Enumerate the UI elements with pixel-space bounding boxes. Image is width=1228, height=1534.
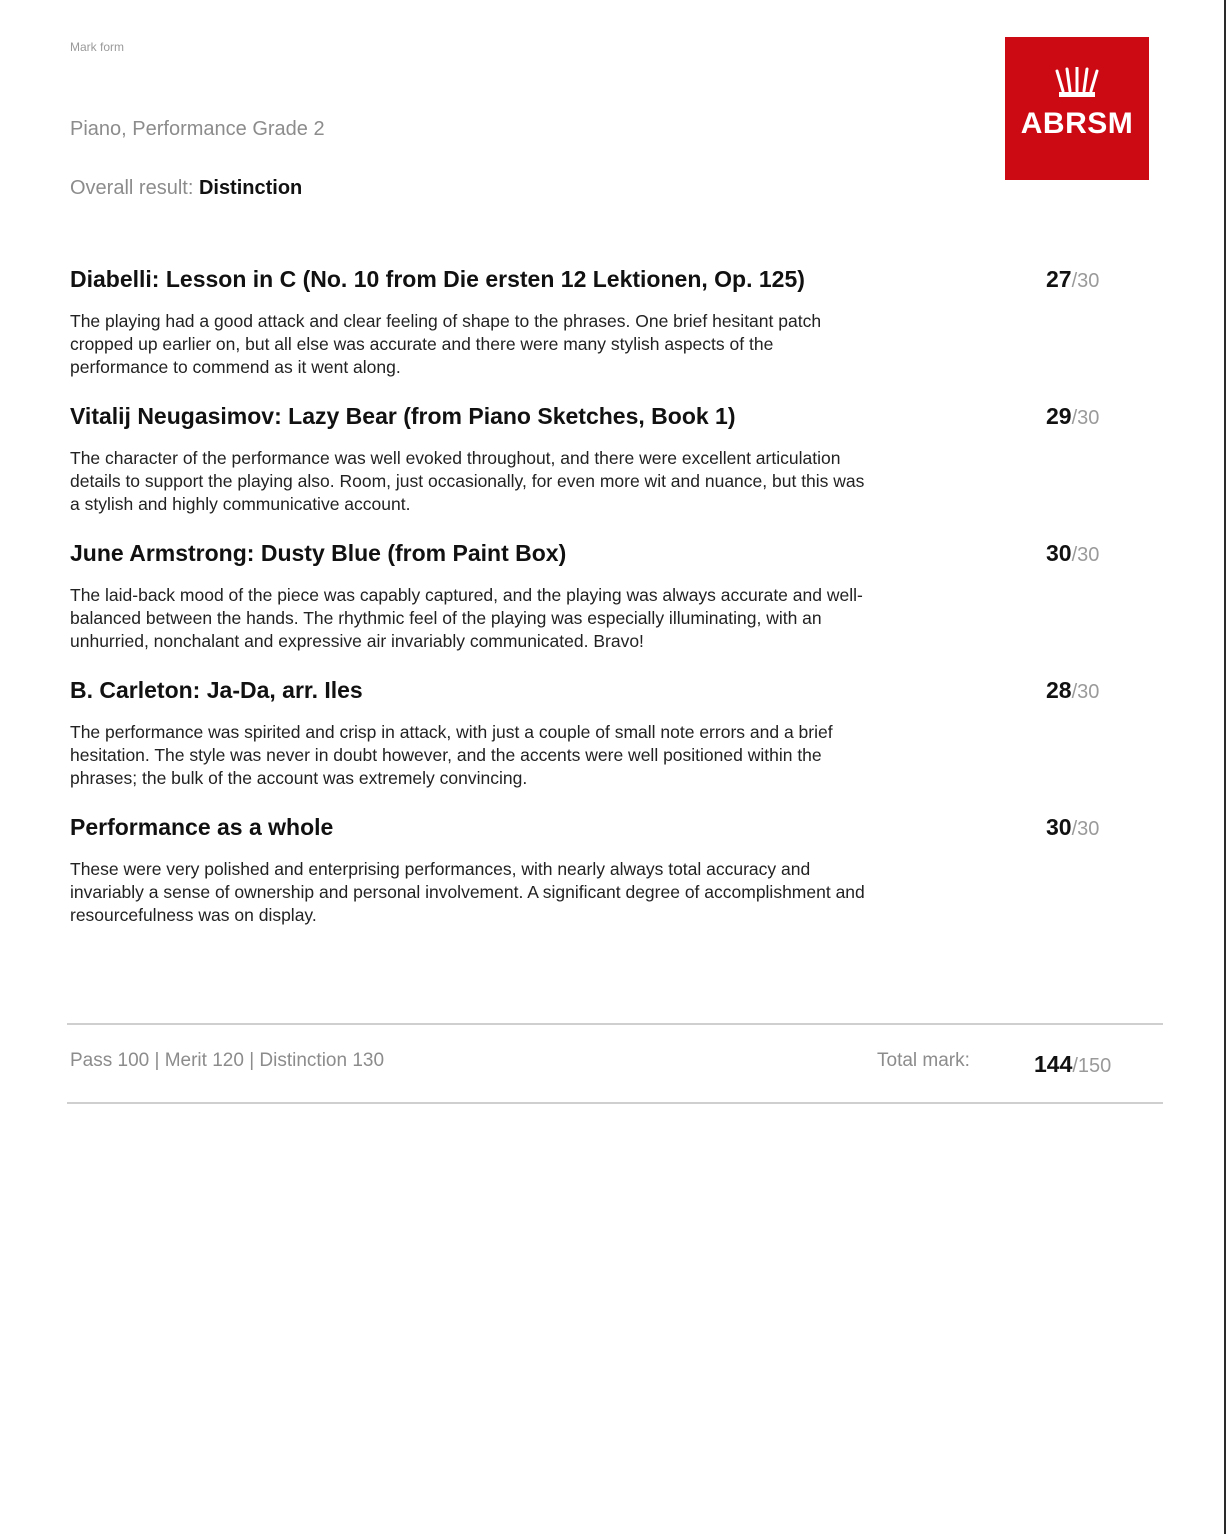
exam-title: Piano, Performance Grade 2 xyxy=(70,118,325,140)
piece-comment: These were very polished and enterprising performances, with nearly always total accuracy and invariably a sense of ownership and personal involvement. A significant degree of accomplishment and resourcefulness was on display. xyxy=(70,859,865,925)
piece-comment: The laid-back mood of the piece was capably captured, and the playing was always accurate and well-balanced between the hands. The rhythmic feel of the playing was especially illuminating, with an unhurried, nonchalant and expressive air invariably communicated. Bravo! xyxy=(70,585,863,651)
divider-bottom xyxy=(67,1102,1163,1104)
divider-top xyxy=(67,1023,1163,1025)
piece-score: 27 xyxy=(1046,266,1072,292)
overall-result-label: Overall result: xyxy=(70,177,194,199)
total-max: /150 xyxy=(1072,1055,1112,1077)
grade-thresholds: Pass 100 | Merit 120 | Distinction 130 xyxy=(70,1050,385,1071)
pieces-list xyxy=(70,264,1110,949)
piece-max: /30 xyxy=(1071,407,1100,429)
piece-score: 28 xyxy=(1046,677,1072,703)
piece-title: Performance as a whole xyxy=(70,814,334,840)
crown-icon xyxy=(1053,67,1101,101)
piece-max: /30 xyxy=(1071,270,1100,292)
piece-comment: The playing had a good attack and clear feeling of shape to the phrases. One brief hesitant patch cropped up earlier on, but all else was accurate and there were many stylish aspects of the performance to commend as it went along. xyxy=(70,311,822,377)
piece-title: June Armstrong: Dusty Blue (from Paint Box) xyxy=(70,540,567,566)
piece-mark xyxy=(1046,814,1099,841)
piece-item xyxy=(70,538,1110,653)
piece-max: /30 xyxy=(1071,818,1100,840)
piece-max: /30 xyxy=(1071,544,1100,566)
piece-score: 30 xyxy=(1046,814,1072,840)
page-right-border xyxy=(1224,0,1226,1534)
piece-mark xyxy=(1046,266,1099,293)
piece-item xyxy=(70,264,1110,379)
abrsm-logo xyxy=(1005,37,1149,180)
piece-mark xyxy=(1046,540,1099,567)
piece-title: Vitalij Neugasimov: Lazy Bear (from Piano Sketches, Book 1) xyxy=(70,403,736,429)
piece-score: 30 xyxy=(1046,540,1072,566)
total-score: 144 xyxy=(1034,1051,1073,1077)
piece-title: Diabelli: Lesson in C (No. 10 from Die ersten 12 Lektionen, Op. 125) xyxy=(70,266,805,292)
piece-item xyxy=(70,812,1110,927)
overall-result-value: Distinction xyxy=(198,177,303,199)
piece-mark xyxy=(1046,677,1099,704)
overall-result xyxy=(70,177,302,200)
total-mark-label: Total mark: xyxy=(877,1050,970,1071)
piece-comment: The performance was spirited and crisp in attack, with just a couple of small note errors and a brief hesitation. The style was never in doubt however, and the accents were well positioned within the phrases; the bulk of the account was extremely convincing. xyxy=(70,722,833,788)
piece-item xyxy=(70,401,1110,516)
piece-mark xyxy=(1046,403,1099,430)
logo-underline xyxy=(1067,185,1087,188)
logo-text: ABRSM xyxy=(1020,107,1134,140)
total-mark xyxy=(1034,1051,1111,1078)
piece-comment: The character of the performance was well evoked throughout, and there were excellent articulation details to support the playing also. Room, just occasionally, for even more wit and nuance, but this was a stylish and highly communicative account. xyxy=(70,448,865,514)
piece-score: 29 xyxy=(1046,403,1072,429)
form-label: Mark form xyxy=(70,40,124,54)
piece-title: B. Carleton: Ja-Da, arr. Iles xyxy=(70,677,363,703)
piece-item xyxy=(70,675,1110,790)
piece-max: /30 xyxy=(1071,681,1100,703)
